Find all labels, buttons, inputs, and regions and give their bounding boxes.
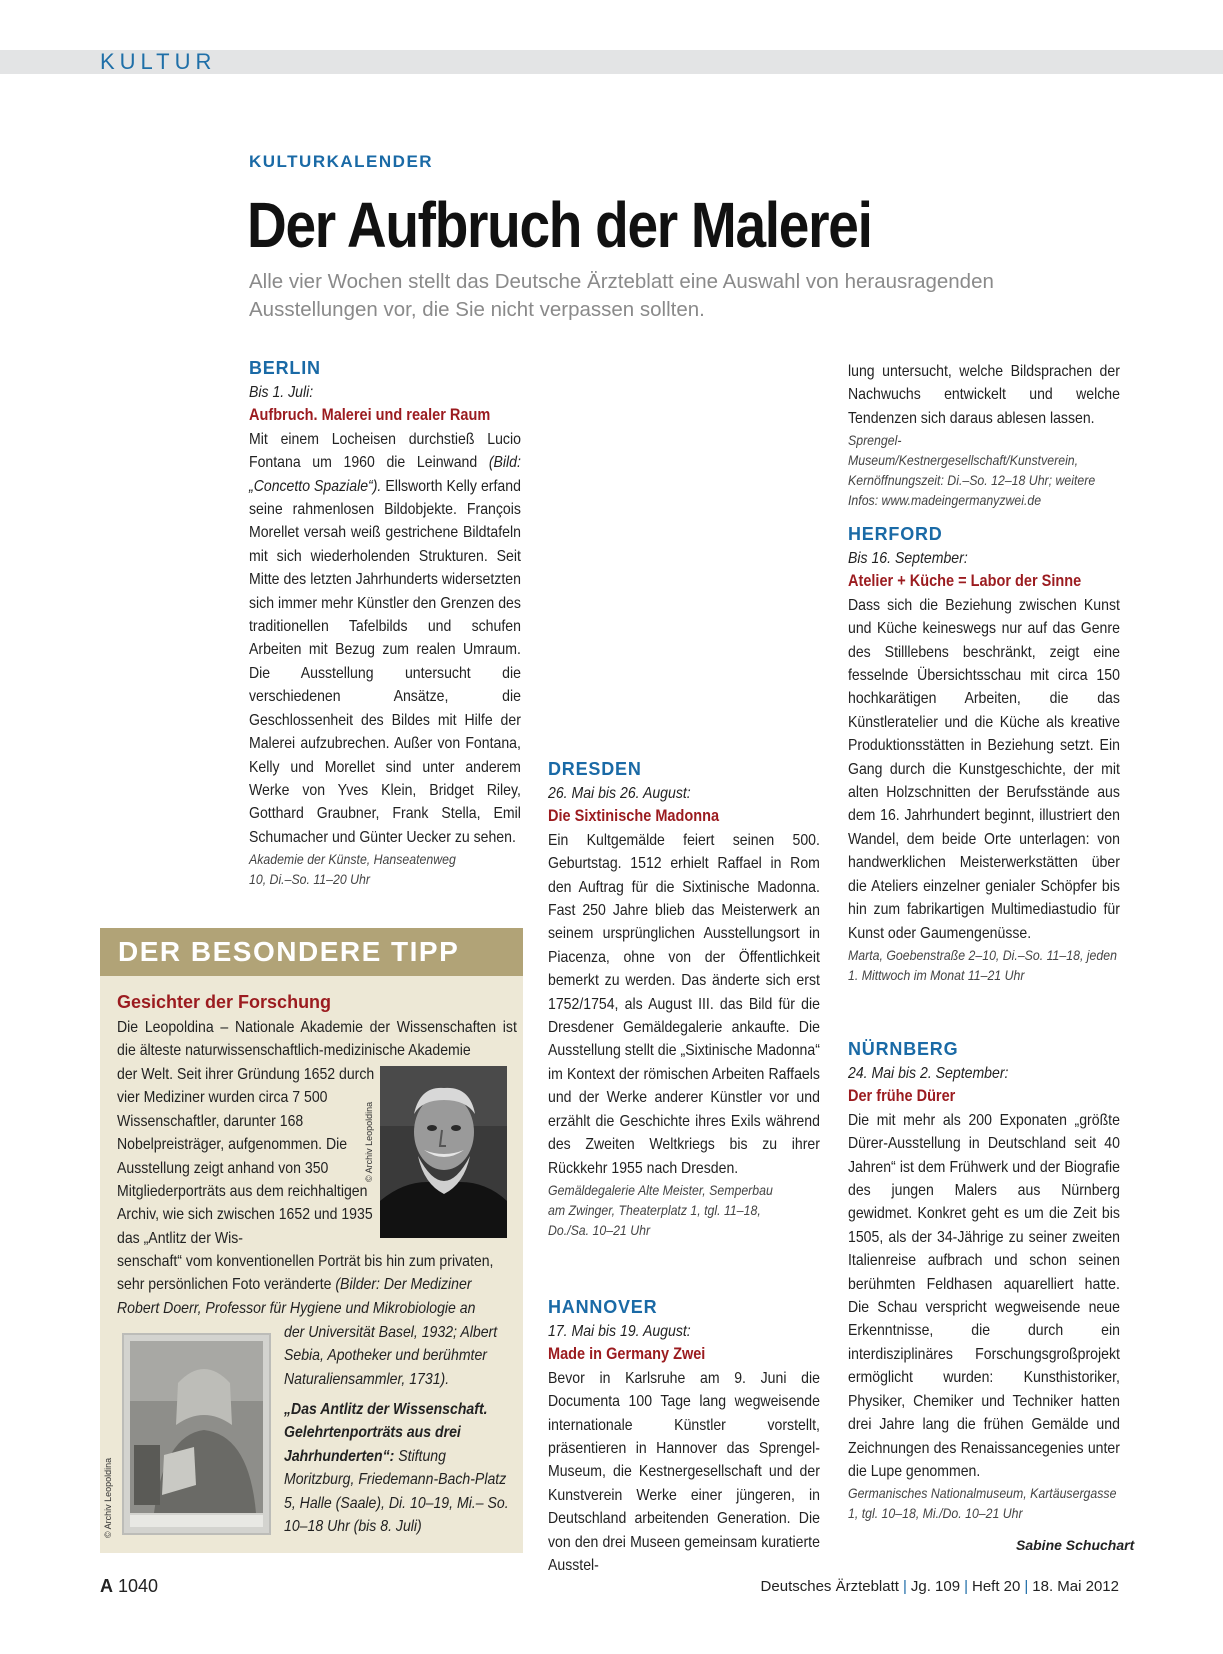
tip-text-narrow: der Welt. Seit ihrer Gründung 1652 durch vier Mediziner wurden circa 7 500 Wissenschaftler, darunter 168 Nobelpreisträger, aufgenommen. Die Ausstellung zeigt anhand von 350 Mitgliederporträts aus dem reichhaltigen Archiv, wie sich zwischen 1652 und 1935 das „Antlitz der Wis- — [117, 1066, 375, 1247]
photo-credit: © Archiv Leopoldina — [103, 1457, 113, 1538]
author-name: Sabine Schuchart — [1016, 1537, 1135, 1553]
event-venue: Akademie der Künste, Hanseatenweg 10, Di.–So. 11–20 Uhr — [249, 851, 456, 888]
event-title: Made in Germany Zwei — [548, 1345, 706, 1364]
event-description: Die mit mehr als 200 Exponaten „größte Dürer-Ausstellung in Deutschland seit 40 Jahren“ ist dem Frühwerk und der Biografie des jungen Malers aus Nürnberg gewidmet. Konkret geht es um die Zeit bis 1505, als der 34-Jährige zu seiner zweiten Italienreise aufbrach und schon seinen berühmten Feldhasen aquarelliert hatte. Die Schau verspricht wegweisende neue Erkenntnisse, die durch ein interdisziplinäres Forschungsgroßprojekt ermöglicht wurden: Kunsthistoriker, Physiker, Chemiker und Techniker hatten drei Jahre lang die frühen Gemälde und Zeichnungen des Renaissancegenies unter die Lupe genommen. — [848, 1111, 1120, 1480]
city-heading: NÜRNBERG — [848, 1039, 959, 1059]
event-title: Aufbruch. Malerei und realer Raum — [249, 406, 491, 425]
event-venue: Sprengel-Museum/Kestnergesellschaft/Kunstverein, Kernöffnungszeit: Di.–So. 12–18 Uhr; weitere Infos: www.madeingermanyzwei.de — [848, 432, 1096, 509]
etching-drawing — [124, 1335, 269, 1533]
city-heading: HERFORD — [848, 524, 943, 544]
hannover-continued — [848, 360, 1120, 510]
portrait-drawing — [380, 1066, 507, 1238]
city-heading: DRESDEN — [548, 759, 642, 779]
event-title: Der frühe Dürer — [848, 1087, 956, 1106]
herford-entry — [848, 521, 1120, 985]
tip-caption: der Universität Basel, 1932; Albert Sebia, Apotheker und berühmter Naturaliensammler, 1731). — [284, 1324, 498, 1388]
berlin-entry — [249, 355, 521, 889]
event-description: Dass sich die Beziehung zwischen Kunst und Küche keineswegs nur auf das Genre des Stilllebens beschränkt, zeigt eine fesselnde Übersichtsschau mit circa 150 hochkarätigen Arbeiten, die das Künstleratelier und die Küche als kreative Produktionsstätten in Beziehung setzt. Ein Gang durch die Kunstgeschichte, der mit alten Holzschnitten der Berufsstände aus dem 16. Jahrhundert beginnt, illustriert den Wandel, dem beide Orte unterlagen: von handwerklichen Meisterwerkstätten über die Ateliers einzelner genialer Schöpfer bis hin zum fabrikartigen Multimediastudio für Kunst oder Gaumengenüsse. — [848, 596, 1120, 942]
event-date: 26. Mai bis 26. August: — [548, 785, 691, 802]
tip-title: Gesichter der Forschung — [117, 992, 332, 1012]
event-date: 24. Mai bis 2. September: — [848, 1065, 1009, 1082]
event-description: Ein Kultgemälde feiert seinen 500. Geburtstag. 1512 erhielt Raffael in Rom den Auftrag für die Sixtinische Madonna. Fast 250 Jahre blieb das Meisterwerk an seinem ursprünglichen Ausstellungsort in Piacenza, ohne von der Öffentlichkeit bemerkt zu werden. Das änderte sich erst 1752/1754, als August III. das Bild für die Dresdener Gemäldegalerie ankaufte. Die Ausstellung stellt die „Sixtinische Madonna“ im Kontext der römischen Arbeiten Raffaels und der Werke anderer Künstler vor und erzählt die Geschichte ihres Exils während des Zweiten Weltkriegs bis zu ihrer Rückkehr 1955 nach Dresden. — [548, 831, 820, 1177]
event-date: 17. Mai bis 19. August: — [548, 1323, 691, 1340]
event-title: Die Sixtinische Madonna — [548, 807, 720, 826]
lead-text: Alle vier Wochen stellt das Deutsche Ärzteblatt eine Auswahl von herausragenden Ausstellungen vor, die Sie nicht verpassen sollten. — [249, 270, 994, 321]
event-date: Bis 1. Juli: — [249, 384, 314, 401]
portrait-photo — [380, 1066, 507, 1238]
tip-header: DER BESONDERE TIPP — [100, 928, 523, 976]
tip-text-cont: senschaft“ vom konventionellen Porträt bis hin zum privaten, sehr persönlichen Foto veränderte (Bilder: Der Mediziner Robert Doerr, Professor für Hygiene und Mikrobiologie an — [117, 1253, 494, 1317]
dresden-entry — [548, 756, 820, 1240]
headline: Der Aufbruch der Malerei — [247, 189, 872, 261]
event-description: Bevor in Karlsruhe am 9. Juni die Documenta 100 Tage lang wegweisende internationale Künstler vorstellt, präsentieren in Hannover das Sprengel-Museum, die Kestnergesellschaft und der Kunstverein Werke einer jüngeren, in Deutschland arbeitenden Generation. Die von den drei Museen gemeinsam kuratierte Ausstel- — [548, 1369, 820, 1575]
event-venue: Marta, Goebenstraße 2–10, Di.–So. 11–18, jeden 1. Mittwoch im Monat 11–21 Uhr — [848, 946, 1117, 983]
city-heading: BERLIN — [249, 358, 321, 378]
event-description-continued: lung untersucht, welche Bildsprachen der Nachwuchs entwickelt und welche Tendenzen sich daraus ablesen lassen. — [848, 363, 1120, 427]
tip-text: Die Leopoldina – Nationale Akademie der Wissenschaften ist die älteste naturwissenschaftlich-medizinische Akademie — [117, 1019, 517, 1060]
city-heading: HANNOVER — [548, 1297, 658, 1317]
event-venue: Germanisches Nationalmuseum, Kartäusergasse 1, tgl. 10–18, Mi./Do. 10–21 Uhr — [848, 1485, 1117, 1522]
section-label: KULTUR — [100, 49, 217, 74]
event-date: Bis 16. September: — [848, 550, 968, 567]
photo-credit: © Archiv Leopoldina — [364, 1101, 374, 1182]
event-description: Mit einem Locheisen durchstieß Lucio Fontana um 1960 die Leinwand (Bild: „Concetto Spaziale“). Ellsworth Kelly erfand seine rahmenlosen Bildobjekte. François Morellet versah weiß gestrichene Bildtafeln mit sich wiederholenden Strukturen. Seit Mitte des letzten Jahrhunderts widersetzten sich immer mehr Künstler den Grenzen des traditionellen Tafelbilds und schufen Arbeiten mit Bezug zum realen Umraum. Die Ausstellung untersucht die verschiedenen Ansätze, die Geschlossenheit des Bildes mit Hilfe der Malerei aufzubrechen. Außer von Fontana, Kelly und Morellet sind unter anderem Werke von Yves Klein, Bridget Riley, Gotthard Graubner, Frank Stella, Emil Schumacher und Günter Uecker zu sehen. — [249, 430, 521, 846]
event-title: Atelier + Küche = Labor der Sinne — [848, 572, 1082, 591]
page-number: A 1040 — [100, 1576, 159, 1596]
tip-exhibit: „Das Antlitz der Wissenschaft. Gelehrtenporträts aus drei Jahrhunderten“: Stiftung Moritzburg, Friedemann-Bach-Platz 5, Halle (Saale), Di. 10–19, Mi.– So. 10–18 Uhr (bis 8. Juli) — [284, 1401, 509, 1536]
etching-image — [122, 1333, 271, 1535]
footer-citation: Deutsches Ärzteblatt | Jg. 109 | Heft 20 | 18. Mai 2012 — [760, 1578, 1119, 1595]
nuernberg-entry — [848, 1036, 1120, 1523]
hannover-entry — [548, 1294, 820, 1577]
event-venue: Gemäldegalerie Alte Meister, Semperbau am Zwinger, Theaterplatz 1, tgl. 11–18, Do./Sa. 10–21 Uhr — [548, 1181, 773, 1238]
kicker: KULTURKALENDER — [249, 152, 434, 171]
